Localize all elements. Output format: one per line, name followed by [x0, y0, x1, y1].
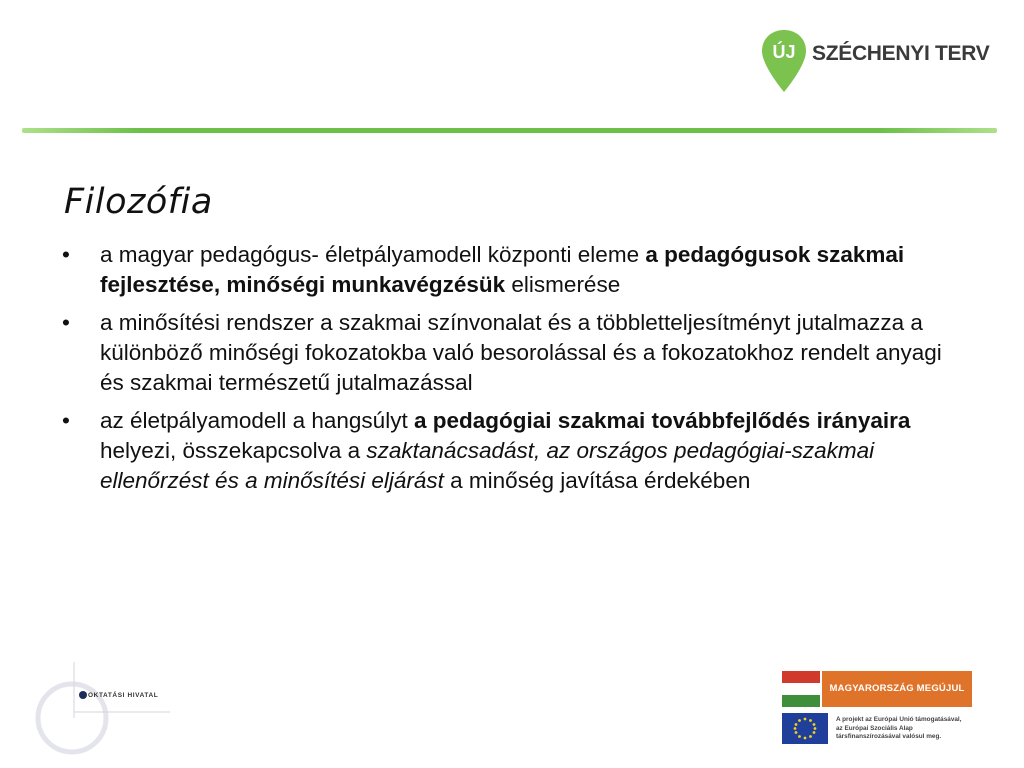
bullet-item	[60, 406, 960, 496]
bullet-icon: •	[62, 310, 70, 335]
location-pin-icon	[760, 28, 808, 96]
bullet-icon: •	[62, 242, 70, 267]
bullet-icon: •	[62, 408, 70, 433]
header-divider	[22, 128, 997, 133]
bullet-text-part: helyezi, összekapcsolva a	[100, 438, 367, 463]
bullet-text-part: a minősítési rendszer a szakmai színvonalat és a többletteljesítményt jutalmazza a különböző minőségi fokozatokba való besorolással és a fokozatokhoz rendelt anyagi és szakmai természetű jutalmazással	[100, 310, 942, 395]
hungary-flag-icon	[782, 671, 820, 707]
slide-title: Filozófia	[64, 182, 213, 222]
oh-dot-icon	[79, 691, 87, 699]
bullet-text-part: a magyar pedagógus- életpályamodell központi eleme	[100, 242, 646, 267]
bullet-text-part: a pedagógiai szakmai továbbfejlődés irányaira	[413, 408, 911, 433]
bullet-text-part: a minőség javítása érdekében	[443, 468, 751, 493]
bullet-text-part: a pedagógusok szakmai fejlesztése, minőségi munkavégzésük	[100, 242, 905, 297]
eu-funding-text	[836, 716, 961, 742]
oktatasi-hivatal-label: OKTATÁSI HIVATAL	[88, 692, 159, 699]
szechenyi-terv-logo	[760, 28, 990, 98]
bullet-list	[60, 240, 960, 504]
bullet-item	[60, 240, 960, 300]
magyarorszag-megujul-badge	[782, 671, 972, 707]
badge-label: MAGYARORSZÁG MEGÚJUL	[822, 671, 972, 707]
bullet-text-part: szaktanácsadást, az országos pedagógiai-szakmai ellenőrzést és a minősítési eljárást	[100, 438, 875, 493]
oktatasi-hivatal-logo	[30, 660, 180, 760]
eu-flag-icon	[782, 713, 828, 744]
bullet-item	[60, 308, 960, 398]
logo-prefix: ÚJ	[772, 42, 796, 62]
bullet-text-part: az életpályamodell a hangsúlyt	[100, 408, 414, 433]
eu-text-line: az Európai Szociális Alap	[836, 724, 913, 732]
eu-text-line: társfinanszírozásával valósul meg.	[836, 733, 942, 741]
bullet-text-part: elismerése	[505, 272, 621, 297]
eu-text-line: A projekt az Európai Unió támogatásával,	[836, 716, 962, 723]
logo-text: SZÉCHENYI TERV	[812, 42, 990, 65]
